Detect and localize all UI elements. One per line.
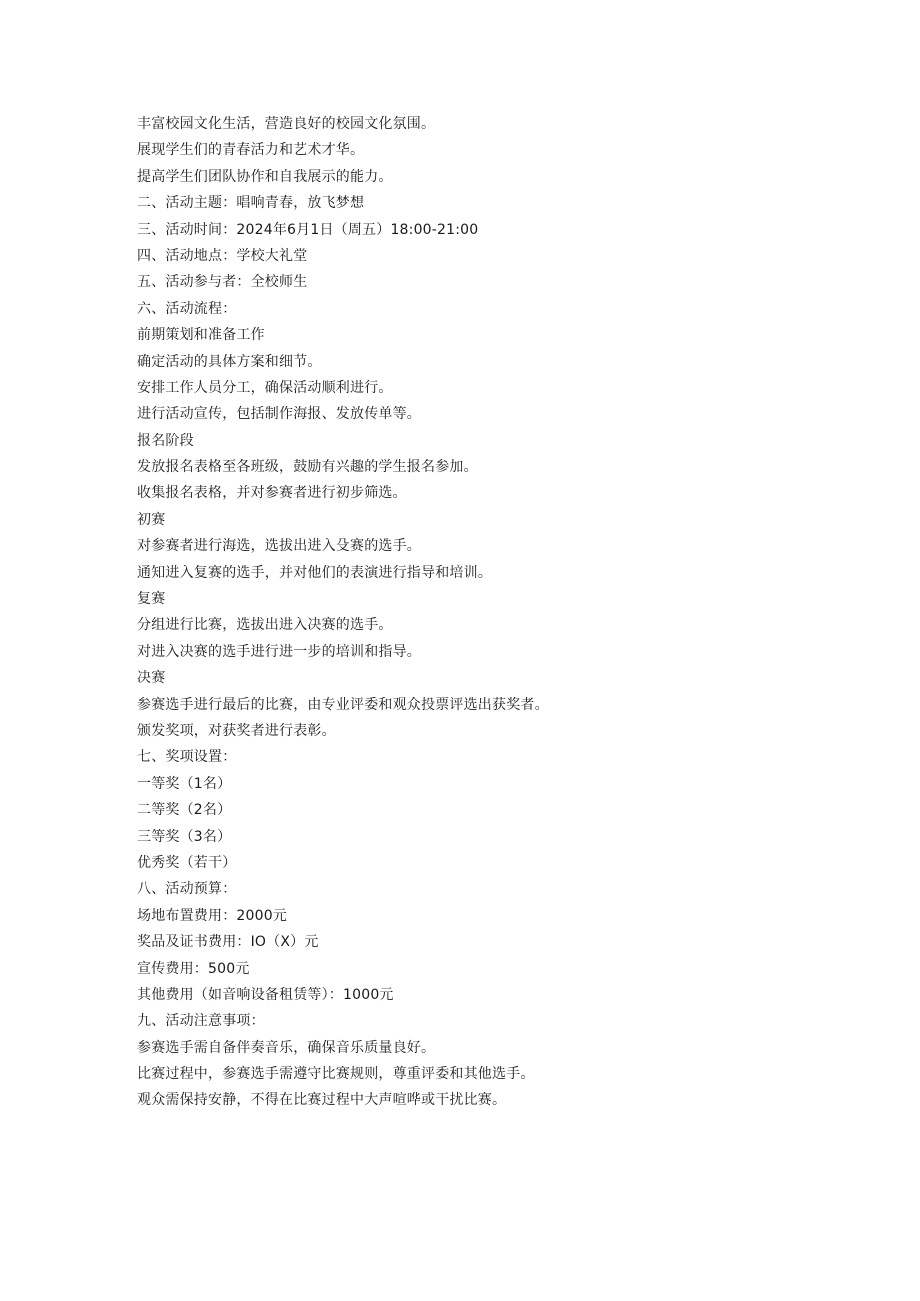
award-first: 一等奖（1名） (137, 775, 232, 792)
subheading-preliminary: 初赛 (137, 511, 166, 528)
budget-prizes: 奖品及证书费用：IO（X）元 (137, 934, 319, 951)
budget-publicity: 宣传费用：500元 (137, 960, 250, 977)
text-line: 提高学生们团队协作和自我展示的能力。 (137, 168, 393, 185)
text-line: 发放报名表格至各班级，鼓励有兴趣的学生报名参加。 (137, 459, 478, 476)
text-line: 比赛过程中，参赛选手需遵守比赛规则，尊重评委和其他选手。 (137, 1066, 535, 1083)
subheading-preparation: 前期策划和准备工作 (137, 327, 265, 344)
text-line: 收集报名表格，并对参赛者进行初步筛选。 (137, 485, 407, 502)
budget-other: 其他费用（如音响设备租赁等）：1000元 (137, 986, 394, 1003)
subheading-final: 决赛 (137, 670, 166, 687)
award-excellence: 优秀奖（若干） (137, 854, 237, 871)
text-line: 通知进入复赛的选手，并对他们的表演进行指导和培训。 (137, 564, 492, 581)
section-heading-awards: 七、奖项设置： (137, 749, 237, 766)
document-body (137, 111, 837, 1114)
text-line: 分组进行比赛，选拔出进入决赛的选手。 (137, 617, 393, 634)
section-heading-process: 六、活动流程： (137, 300, 237, 317)
section-heading-location: 四、活动地点：学校大礼堂 (137, 247, 308, 264)
section-heading-time: 三、活动时间：2024年6月1日（周五）18:00-21:00 (137, 221, 479, 238)
text-line: 安排工作人员分工，确保活动顺利进行。 (137, 379, 393, 396)
text-line: 观众需保持安静，不得在比赛过程中大声喧哗或干扰比赛。 (137, 1092, 507, 1109)
text-line: 颁发奖项，对获奖者进行表彰。 (137, 722, 336, 739)
text-line: 参赛选手需自备伴奏音乐，确保音乐质量良好。 (137, 1039, 436, 1056)
text-line: 确定活动的具体方案和细节。 (137, 353, 322, 370)
award-third: 三等奖（3名） (137, 828, 232, 845)
text-line: 丰富校园文化生活，营造良好的校园文化氛围。 (137, 116, 436, 132)
section-heading-budget: 八、活动预算： (137, 881, 237, 898)
budget-venue: 场地布置费用：2000元 (137, 907, 288, 924)
text-line: 进行活动宣传，包括制作海报、发放传单等。 (137, 406, 421, 423)
section-heading-participants: 五、活动参与者：全校师生 (137, 274, 308, 291)
text-line: 展现学生们的青春活力和艺术才华。 (137, 142, 365, 159)
section-heading-theme: 二、活动主题：唱响青春，放飞梦想 (137, 195, 365, 212)
subheading-semifinal: 复赛 (137, 591, 166, 608)
text-line: 对进入决赛的选手进行进一步的培训和指导。 (137, 643, 421, 660)
award-second: 二等奖（2名） (137, 802, 232, 819)
subheading-registration: 报名阶段 (137, 432, 194, 449)
text-line: 参赛选手进行最后的比赛，由专业评委和观众投票评选出获奖者。 (137, 696, 549, 713)
text-line: 对参赛者进行海选，选拔出进入殳赛的选手。 (137, 538, 421, 555)
section-heading-notes: 九、活动注意事项： (137, 1013, 265, 1030)
